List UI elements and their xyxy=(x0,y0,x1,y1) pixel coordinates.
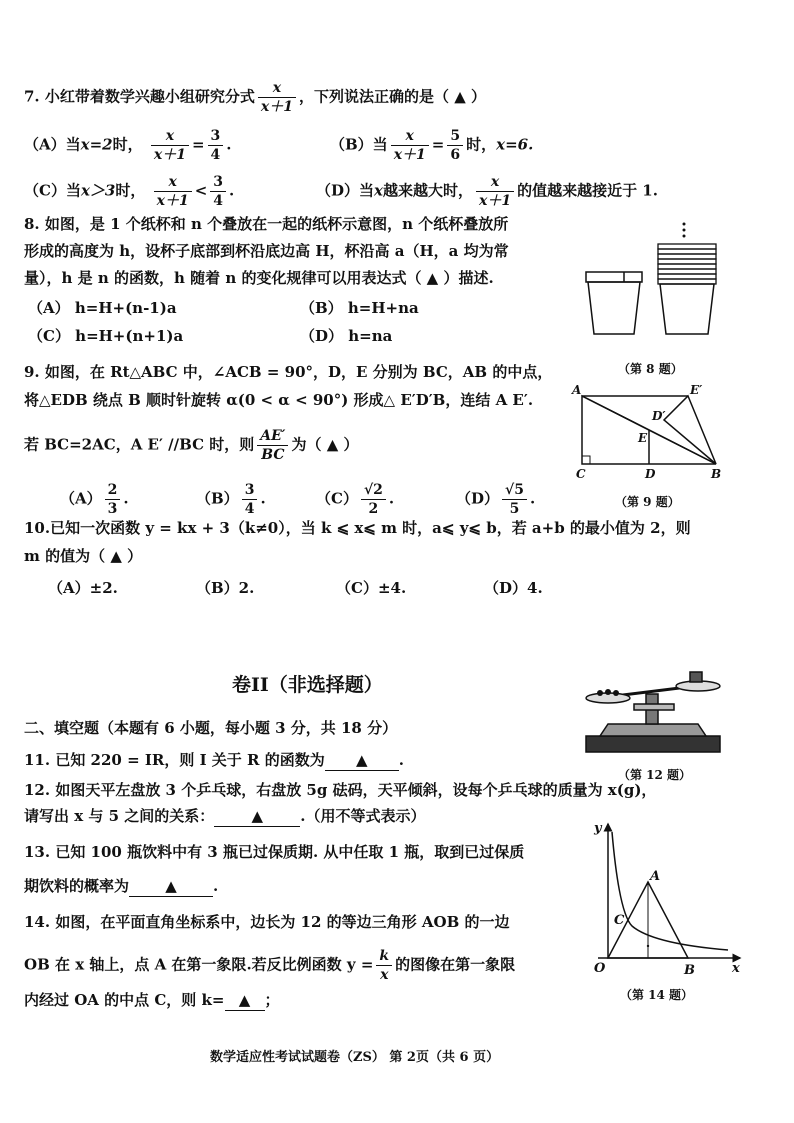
q9-option-a: （A） $\frac{2}{3}$ . xyxy=(60,482,129,517)
section-2-heading: 二、填空题（本题有 6 小题，每小题 3 分，共 18 分） xyxy=(24,719,398,737)
q12-line-2: 请写出 x 与 5 之间的关系： ▲ .（用不等式表示） xyxy=(24,807,426,825)
q14-answer-blank: ▲ xyxy=(225,990,265,1011)
q9-line-3: 若 BC=2AC，A E′ //BC 时，则 $\frac{AE'}{BC}$ 为（ ▲ ） xyxy=(24,428,359,463)
label-x: x xyxy=(732,961,740,976)
q14-line-1: 14. 如图，在平面直角坐标系中，边长为 12 的等边三角形 AOB 的一边 xyxy=(24,913,510,931)
q8-line-3: 量），h 是 n 的函数，h 随着 n 的变化规律可以用表达式（ ▲ ）描述. xyxy=(24,269,494,287)
label-y: y xyxy=(594,821,602,836)
q14-caption: （第 14 题） xyxy=(620,988,694,1002)
q9-option-c: （C） $\frac{√2}{2}$ . xyxy=(316,482,395,517)
q14-line-3: 内经过 OA 的中点 C，则 k= ▲ ； xyxy=(24,991,280,1009)
q12-line-1: 12. 如图天平左盘放 3 个乒乓球，右盘放 5g 砝码，天平倾斜，设每个乒乓球的质量为 x(g)， xyxy=(24,781,657,799)
q11-text: 11. 已知 220 = IR，则 I 关于 R 的函数为 ▲ . xyxy=(24,751,404,769)
q7-option-b: （B）当 $\frac{x}{x+1}$ = $\frac{5}{6}$ 时，x=6. xyxy=(330,128,534,163)
label-o: O xyxy=(594,961,606,976)
label-a: A xyxy=(650,869,661,884)
q12-caption: （第 12 题） xyxy=(618,768,692,782)
q7-stem: 7. 小红带着数学兴趣小组研究分式 $\frac{x}{x+1}$ ，下列说法正确的是（ ▲ ） xyxy=(24,80,486,115)
q8-option-c: （C） h=H+(n+1)a xyxy=(28,327,184,345)
balance-scale-figure xyxy=(578,664,728,760)
q9-option-b: （B） $\frac{3}{4}$ . xyxy=(196,482,266,517)
page-footer: 数学适应性考试试题卷（ZS） 第 2页（共 6 页） xyxy=(210,1050,500,1065)
coordinate-figure-q14 xyxy=(590,818,750,980)
label-d: D xyxy=(645,467,656,481)
q10-line-2: m 的值为（ ▲ ） xyxy=(24,547,143,565)
q8-option-a: （A） h=H+(n-1)a xyxy=(28,299,177,317)
q10-option-a: （A）±2. xyxy=(48,579,118,597)
q12-answer-blank: ▲ xyxy=(214,806,300,827)
q8-option-b: （B） h=H+na xyxy=(300,299,419,317)
q13-line-2: 期饮料的概率为 ▲ . xyxy=(24,877,219,895)
label-b: B xyxy=(684,963,695,978)
label-b: B xyxy=(711,467,722,481)
q7-option-c: （C）当x＞3时， $\frac{x}{x+1}$ < $\frac{3}{4}$ . xyxy=(24,174,235,209)
label-e: E xyxy=(638,431,648,445)
label-e-prime: E′ xyxy=(690,383,703,397)
label-c: C xyxy=(576,467,586,481)
single-cup xyxy=(586,272,642,334)
q9-option-d: （D） $\frac{√5}{5}$ . xyxy=(456,482,536,517)
q10-option-b: （B）2. xyxy=(196,579,255,597)
q14-line-2: OB 在 x 轴上，点 A 在第一象限.若反比例函数 y = $\frac{k}{x}$ 的图像在第一象限 xyxy=(24,948,516,983)
q7-option-a: （A）当x=2时， $\frac{x}{x+1}$ = $\frac{3}{4}$ . xyxy=(24,128,232,163)
q9-line-1: 9. 如图，在 Rt△ABC 中，∠ACB = 90°，D，E 分别为 BC，AB 的中点， xyxy=(24,363,553,381)
q9-line-2: 将△EDB 绕点 B 顺时针旋转 α(0 < α < 90°) 形成△ E′D′B，连结 A E′. xyxy=(24,391,534,409)
q8-line-2: 形成的高度为 h，设杯子底部到杯沿底边高 H，杯沿高 a（H，a 均为常 xyxy=(24,242,509,260)
label-a: A xyxy=(572,383,582,397)
q7-fraction: $\frac{x}{x+1}$ xyxy=(258,80,296,115)
paper-cups-figure xyxy=(580,218,730,348)
q8-caption: （第 8 题） xyxy=(618,362,683,376)
q10-option-d: （D）4. xyxy=(484,579,543,597)
q8-option-d: （D） h=na xyxy=(300,327,393,345)
q10-line-1: 10.已知一次函数 y = kx + 3（k≠0），当 k ⩽ x⩽ m 时，a⩽ y⩽ b，若 a+b 的最小值为 2，则 xyxy=(24,519,691,537)
stacked-cups xyxy=(658,244,716,334)
q13-answer-blank: ▲ xyxy=(129,876,213,897)
q7-option-d: （D）当x越来越大时， $\frac{x}{x+1}$ 的值越来越接近于 1. xyxy=(316,174,658,209)
q10-option-c: （C）±4. xyxy=(336,579,407,597)
section-2-title: 卷II（非选择题） xyxy=(232,674,383,696)
label-c: C xyxy=(614,913,625,928)
q11-answer-blank: ▲ xyxy=(325,750,399,771)
q13-line-1: 13. 已知 100 瓶饮料中有 3 瓶已过保质期. 从中任取 1 瓶，取到已过保质 xyxy=(24,843,525,861)
stack-continuation-dots xyxy=(683,223,686,238)
triangle-figure-q9 xyxy=(570,380,730,490)
q9-caption: （第 9 题） xyxy=(615,495,680,509)
label-d-prime: D′ xyxy=(652,409,666,423)
q8-line-1: 8. 如图，是 1 个纸杯和 n 个叠放在一起的纸杯示意图，n 个纸杯叠放所 xyxy=(24,215,509,233)
